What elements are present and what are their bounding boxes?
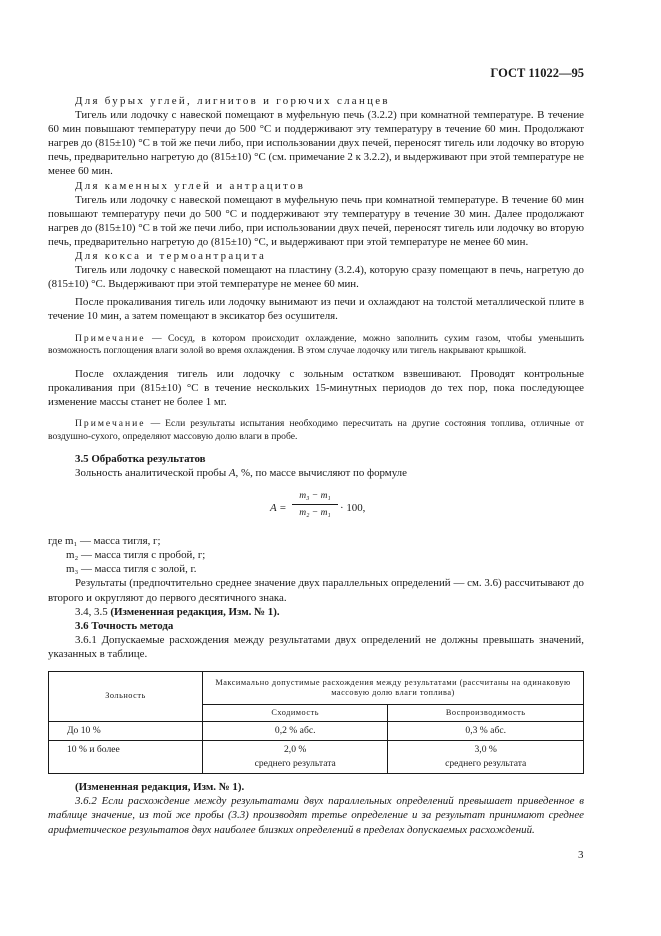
standard-code: ГОСТ 11022—95 (490, 66, 584, 80)
page-number: 3 (578, 849, 584, 861)
revision-label: (Измененная редакция, Изм. № 1). (110, 605, 280, 618)
formula-denominator: m₂ − m₁ (299, 508, 331, 519)
intro-text-end: , %, по массе вычисляют по формуле (235, 467, 407, 480)
cell-value-note: среднего результата (445, 758, 527, 770)
heading-hard-coals: Для каменных углей и антрацитов (75, 179, 306, 192)
intro-text: Зольность аналитической пробы (75, 467, 229, 480)
header-max-diff: Максимально допустимые расхождения между результатами (рассчитаны на одинаковую массовую долю влаги топлива) (203, 672, 584, 705)
table-row (49, 741, 584, 774)
paragraph-weighing: После охлаждения тигель или лодочку с зольным остатком взвешивают. Проводят контрольные прокаливания при (815±10) °С в течение нескольких 15-минутных периодов до тех пор, пока последующее изменение массы станет не более 1 мг. (48, 368, 584, 409)
cell-ash: До 10 % (49, 722, 203, 741)
section-3-5-title: 3.5 Обработка результатов (75, 452, 206, 465)
revision-note-2: (Измененная редакция, Изм. № 1). (75, 781, 245, 794)
cell-value: 2,0 % (284, 744, 307, 756)
heading-coke: Для кокса и термоантрацита (75, 250, 267, 263)
note-2-label: Примечание (75, 418, 146, 430)
note-1 (48, 333, 584, 359)
revision-clauses: 3.4, 3.5 (75, 605, 111, 618)
header-reproducibility: Воспроизводимость (388, 705, 584, 722)
cell-ash: 10 % и более (49, 741, 203, 774)
paragraph-3-6-1: 3.6.1 Допускаемые расхождения между результатами двух определений не должны превышать значений, указанных в таблице. (48, 633, 584, 660)
heading-brown-coals: Для бурых углей, лигнитов и горючих сланцев (75, 95, 390, 107)
cell-reproducibility: 0,3 % абс. (388, 722, 584, 741)
table-row (49, 722, 584, 741)
cell-value-note: среднего результата (254, 758, 336, 770)
paragraph-cooling: После прокаливания тигель или лодочку вынимают из печи и охлаждают на толстой металлической плите в течение 10 мин, а затем помещают в эксикатор без осушителя. (48, 296, 584, 323)
formula-fraction (292, 490, 338, 519)
formula-multiplier: · 100, (340, 502, 366, 515)
note-2 (48, 418, 584, 444)
definition-m3: m₃ — масса тигля с золой, г. (66, 563, 197, 576)
fraction-bar (292, 504, 338, 505)
formula-numerator: m₃ − m₁ (299, 491, 331, 502)
paragraph-hard-coals: Тигель или лодочку с навеской помещают в муфельную печь при комнатной температуре. В течение 60 мин повышают температуру печи до 500 °С и поддерживают эту температуру в течение 30 мин. Далее продолжают нагрев до (815±10) °С в той же печи либо, при использовании двух печей, переносят тигель или лодочку во вторую печь, предварительно нагретую до (815±10) °С, и выдерживают при этой температуре не менее 60 мин. (48, 193, 584, 248)
paragraph-3-6-2: 3.6.2 Если расхождение между результатами двух параллельных определений превышает приведенное в таблице значение, из той же пробы (3.3) производят третье определение и за результат принимают среднее арифметическое результатов двух наиболее близких определений в пределах допускаемых расхождений. (48, 795, 584, 836)
cell-convergence: 0,2 % абс. (203, 722, 388, 741)
paragraph-brown-coals: Тигель или лодочку с навеской помещают в муфельную печь (3.2.2) при комнатной температуре. В течение 60 мин повышают температуру печи до 500 °С и поддерживают эту температуру в течение 60 мин. Продолжают нагрев до (815±10) °С в той же печи либо, при использовании двух печей, переносят тигель или лодочку во вторую печь, предварительно нагретую до (815±10) °С (см. примечание 2 к 3.2.2), и выдерживают при этой температуре не менее 60 мин. (48, 109, 584, 178)
document-body (48, 94, 584, 837)
revision-note-1 (48, 605, 584, 619)
tolerance-table (48, 671, 584, 774)
header-ash: Зольность (49, 672, 203, 722)
definition-m2: m₂ — масса тигля с пробой, г; (66, 549, 206, 562)
intro-symbol: A (228, 467, 236, 480)
cell-convergence (203, 741, 388, 774)
header-convergence: Сходимость (203, 705, 388, 722)
cell-reproducibility (388, 741, 584, 774)
note-1-label: Примечание (75, 332, 146, 344)
paragraph-coke: Тигель или лодочку с навеской помещают на пластину (3.2.4), которую сразу помещают в печь, нагретую до (815±10) °С. Выдерживают при этой температуре не менее 60 мин. (48, 264, 584, 291)
cell-value: 3,0 % (474, 744, 497, 756)
note-1-text: — Сосуд, в котором происходит охлаждение, можно заполнить сухим газом, чтобы уменьшить возможность поглощения влаги золой во время охлаждения. В этом случае лодочку или тигель накрывают крышкой. (48, 332, 584, 357)
formula-definitions (48, 534, 584, 576)
section-3-5-intro (48, 466, 584, 480)
ash-formula (48, 488, 584, 528)
note-2-text: — Если результаты испытания необходимо пересчитать на другие состояния топлива, отличные от воздушно-сухого, определяют массовую долю влаги в пробе. (48, 418, 584, 443)
definition-m1: где m₁ — масса тигля, г; (48, 535, 161, 548)
formula-lhs: A = (270, 502, 287, 515)
paragraph-results: Результаты (предпочтительно среднее значение двух параллельных определений — см. 3.6) рассчитывают до второго и округляют до первого десятичного знака. (48, 577, 584, 604)
section-3-6-title: 3.6 Точность метода (75, 619, 174, 632)
